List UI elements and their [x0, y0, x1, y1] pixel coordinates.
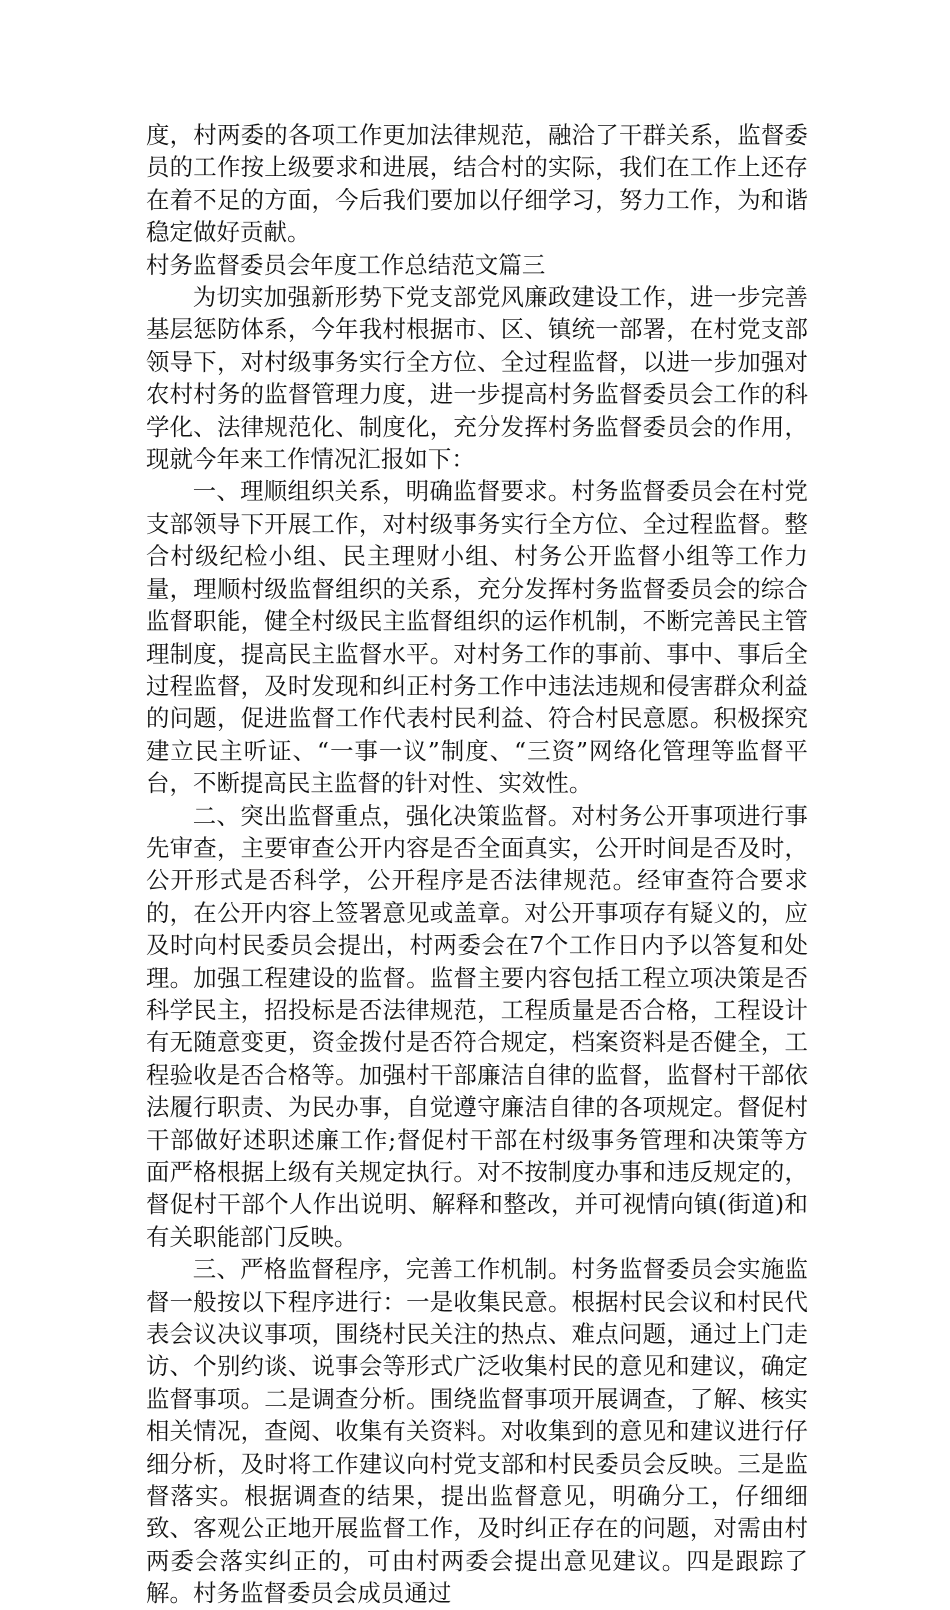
paragraph-intro: 为切实加强新形势下党支部党风廉政建设工作，进一步完善基层惩防体系，今年我村根据市、区、镇统一部署，在村党支部领导下，对村级事务实行全方位、全过程监督，以进一步加强对农村村务的监督管理力度，进一步提高村务监督委员会工作的科学化、法律规范化、制度化，充分发挥村务监督委员会的作用，现就今年来工作情况汇报如下： — [146, 283, 808, 474]
paragraph-point-3: 三、严格监督程序，完善工作机制。村务监督委员会实施监督一般按以下程序进行：一是收集民意。根据村民会议和村民代表会议决议事项，围绕村民关注的热点、难点问题，通过上门走访、个别约谈、说事会等形式广泛收集村民的意见和建议，确定监督事项。二是调查分析。围绕监督事项开展调查，了解、核实相关情况，查阅、收集有关资料。对收集到的意见和建议进行仔细分析，及时将工作建议向村党支部和村民委员会反映。三是监督落实。根据调查的结果，提出监督意见，明确分工，仔细细致、客观公正地开展监督工作，及时纠正存在的问题，对需由村两委会落实纠正的，可由村两委会提出意见建议。四是跟踪了解。村务监督委员会成员通过 — [146, 1255, 808, 1608]
paragraph-point-1: 一、理顺组织关系，明确监督要求。村务监督委员会在村党支部领导下开展工作，对村级事务实行全方位、全过程监督。整合村级纪检小组、民主理财小组、村务公开监督小组等工作力量，理顺村级监督组织的关系，充分发挥村务监督委员会的综合监督职能，健全村级民主监督组织的运作机制，不断完善民主管理制度，提高民主监督水平。对村务工作的事前、事中、事后全过程监督，及时发现和纠正村务工作中违法违规和侵害群众利益的问题，促进监督工作代表村民利益、符合村民意愿。积极探究建立民主听证、“一事一议”制度、“三资”网络化管理等监督平台，不断提高民主监督的针对性、实效性。 — [146, 477, 808, 798]
paragraph-point-2: 二、突出监督重点，强化决策监督。对村务公开事项进行事先审查，主要审查公开内容是否全面真实，公开时间是否及时，公开形式是否科学，公开程序是否法律规范。经审查符合要求的，在公开内容上签署意见或盖章。对公开事项存有疑义的，应及时向村民委员会提出，村两委会在7个工作日内予以答复和处理。加强工程建设的监督。监督主要内容包括工程立项决策是否科学民主，招投标是否法律规范，工程质量是否合格，工程设计有无随意变更，资金拨付是否符合规定，档案资料是否健全，工程验收是否合格等。加强村干部廉洁自律的监督，监督村干部依法履行职责、为民办事，自觉遵守廉洁自律的各项规定。督促村干部做好述职述廉工作;督促村干部在村级事务管理和决策等方面严格根据上级有关规定执行。对不按制度办事和违反规定的，督促村干部个人作出说明、解释和整改，并可视情向镇(街道)和有关职能部门反映。 — [146, 801, 808, 1251]
paragraph-continuation: 度，村两委的各项工作更加法律规范，融洽了干群关系，监督委员的工作按上级要求和进展，结合村的实际，我们在工作上还存在着不足的方面，今后我们要加以仔细学习，努力工作，为和谐稳定做好贡献。 — [146, 121, 808, 247]
document-body — [146, 119, 808, 1610]
section-heading: 村务监督委员会年度工作总结范文篇三 — [146, 250, 546, 279]
